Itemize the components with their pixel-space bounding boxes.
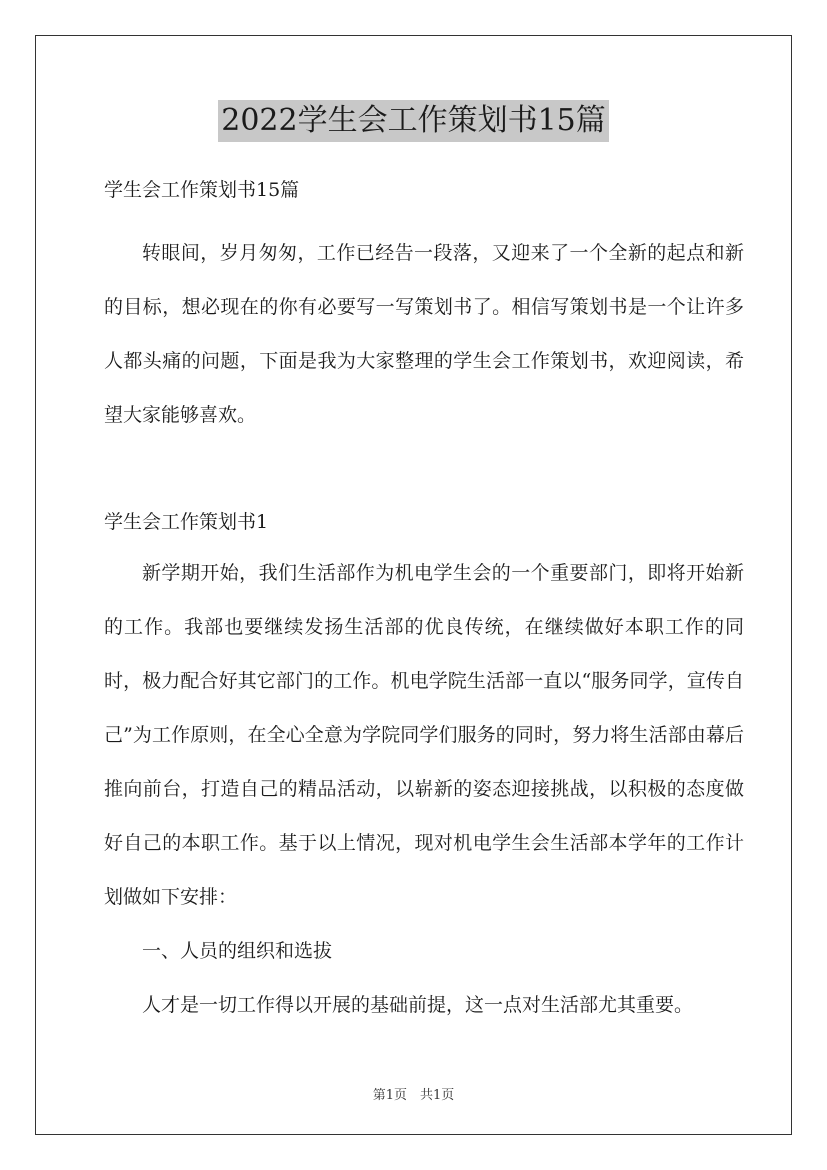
section-heading: 学生会工作策划书1 (104, 511, 269, 533)
section-spacer (104, 442, 744, 506)
intro-paragraph: 转眼间，岁月匆匆，工作已经告一段落，又迎来了一个全新的起点和新的目标，想必现在的你有必要写一写策划书了。相信写策划书是一个让许多人都头痛的问题，下面是我为大家整理的学生会工作策划书，欢迎阅读，希望大家能够喜欢。 (104, 242, 744, 426)
title-wrap (0, 100, 827, 142)
document-subtitle: 学生会工作策划书15篇 (104, 179, 300, 201)
document-body (104, 174, 744, 1032)
page-footer (0, 1084, 827, 1103)
item-paragraph: 人才是一切工作得以开展的基础前提，这一点对生活部尤其重要。 (142, 994, 694, 1016)
item-heading: 一、人员的组织和选拔 (142, 940, 333, 962)
section-paragraph: 新学期开始，我们生活部作为机电学生会的一个重要部门，即将开始新的工作。我部也要继续发扬生活部的优良传统，在继续做好本职工作的同时，极力配合好其它部门的工作。机电学院生活部一直以“服务同学，宣传自己”为工作原则，在全心全意为学院同学们服务的同时，努力将生活部由幕后推向前台，打造自己的精品活动，以崭新的姿态迎接挑战，以积极的态度做好自己的本职工作。基于以上情况，现对机电学生会生活部本学年的工作计划做如下安排： (104, 562, 744, 908)
document-title: 2022学生会工作策划书15篇 (218, 100, 609, 142)
page-number: 第1页 共1页 (372, 1088, 455, 1103)
